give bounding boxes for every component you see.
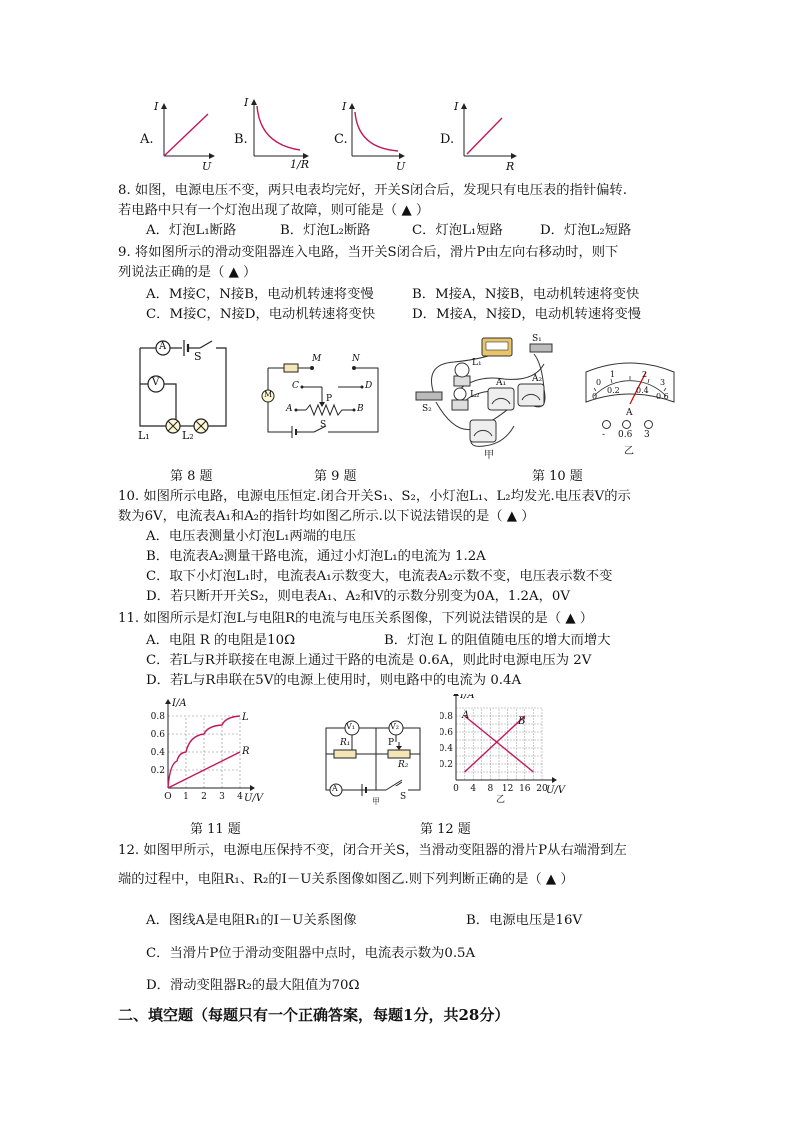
y-tick-label: 0.6 bbox=[440, 728, 453, 738]
scale-inner-02: 0.2 bbox=[607, 386, 620, 395]
fig12-yi-label: 乙 bbox=[496, 795, 506, 805]
lamp-l1-label: L₁ bbox=[472, 358, 482, 368]
x-axis-title: U/V bbox=[546, 785, 566, 796]
y-tick-label: 0.6 bbox=[150, 730, 165, 740]
terminal-c-label: C bbox=[292, 381, 299, 391]
y-axis-label-a: I bbox=[154, 100, 159, 113]
y-tick-label: 0.8 bbox=[150, 712, 165, 722]
fig10-jia-label: 甲 bbox=[484, 450, 494, 461]
scale-inner-04: 0.4 bbox=[636, 386, 649, 395]
y-axis-arrow bbox=[453, 694, 459, 696]
q11-stem: 11. 如图所示是灯泡L与电阻R的电流与电压关系图像，下列说法错误的是（ ▲ ） bbox=[118, 611, 594, 626]
y-axis-label-c: I bbox=[342, 100, 347, 113]
x-tick-label: 1 bbox=[183, 792, 189, 802]
switch-s-label: S bbox=[320, 420, 327, 430]
figure-9-circuit bbox=[258, 352, 390, 444]
caption-fig-9: 第 9 题 bbox=[314, 469, 357, 484]
opt-c-label: C. bbox=[334, 132, 348, 147]
q8-option-a: A．灯泡L₁断路 bbox=[146, 223, 237, 238]
voltmeter-v1-label: V₁ bbox=[346, 722, 355, 731]
x-axis-label-c: U bbox=[396, 160, 406, 173]
q8-option-d: D．灯泡L₂短路 bbox=[540, 223, 632, 238]
scale-outer-0: 0 bbox=[596, 378, 602, 387]
x-tick-label: 0 bbox=[453, 784, 459, 794]
series-label-a: A bbox=[462, 710, 470, 721]
terminal-3: 3 bbox=[644, 430, 650, 440]
caption-fig-11: 第 11 题 bbox=[190, 822, 241, 837]
terminal-b-label: B bbox=[357, 404, 364, 414]
x-axis-label-a: U bbox=[202, 160, 212, 173]
x-axis-arrow bbox=[552, 777, 557, 783]
scale-outer-2: 2 bbox=[642, 370, 648, 379]
scale-outer-1: 1 bbox=[610, 370, 616, 379]
x-tick-label: 12 bbox=[501, 784, 514, 794]
voltmeter-label: V bbox=[152, 377, 160, 388]
q8-option-c: C．灯泡L₁短路 bbox=[412, 223, 503, 238]
q9-option-b: B．M接A，N接B，电动机转速将变快 bbox=[412, 287, 640, 302]
figure-12-yi-chart bbox=[440, 694, 566, 806]
q9-option-a: A．M接C，N接B，电动机转速将变慢 bbox=[146, 287, 374, 302]
q8-option-b: B．灯泡L₂断路 bbox=[280, 223, 371, 238]
figure-12-yi-svg bbox=[440, 694, 566, 806]
q11-option-a: A．电阻 R 的电阻是10Ω bbox=[146, 633, 296, 648]
y-axis-arrow bbox=[165, 699, 171, 704]
graph-d bbox=[464, 106, 514, 156]
q12-option-d: D．滑动变阻器R₂的最大阻值为70Ω bbox=[146, 978, 360, 993]
x-tick-label: 16 bbox=[519, 784, 531, 794]
motor-label: M bbox=[264, 390, 273, 399]
q9-stem-1: 9. 将如图所示的滑动变阻器连入电路，当开关S闭合后，滑片P由左向右移动时，则下 bbox=[118, 245, 619, 260]
q11-option-c: C．若L与R并联接在电源上通过干路的电流是 0.6A，则此时电源电压为 2V bbox=[146, 653, 592, 668]
q9-stem-2: 列说法正确的是（ ▲ ） bbox=[118, 265, 257, 280]
ammeter-a-label: A bbox=[332, 784, 338, 793]
caption-fig-12: 第 12 题 bbox=[420, 822, 471, 837]
terminal-06: 0.6 bbox=[618, 430, 633, 440]
ammeter-a1-label: A₁ bbox=[496, 378, 507, 388]
figure-9-svg bbox=[258, 352, 390, 444]
scale-inner-06: 0.6 bbox=[656, 392, 669, 401]
q12-option-b: B．电源电压是16V bbox=[466, 913, 583, 928]
switch-label: S bbox=[194, 350, 202, 363]
lamp-l2-label: L₂ bbox=[182, 429, 194, 442]
q12-option-a: A．图线A是电阻R₁的I－U关系图像 bbox=[146, 913, 357, 928]
figure-11-svg bbox=[140, 694, 280, 806]
x-tick-label: 4 bbox=[237, 792, 243, 802]
x-tick-label: 20 bbox=[536, 784, 548, 794]
q12-stem-2: 端的过程中，电阻R₁、R₂的I－U关系图像如图乙.则下列判断正确的是（ ▲ ） bbox=[118, 872, 574, 887]
y-tick-label: 0.4 bbox=[150, 748, 165, 758]
q10-option-c: C．取下小灯泡L₁时，电流表A₁示数变大，电流表A₂示数不变，电压表示数不变 bbox=[146, 569, 613, 584]
opt-a-label: A. bbox=[140, 132, 154, 147]
caption-fig-10: 第 10 题 bbox=[532, 469, 583, 484]
series-label-l: L bbox=[242, 712, 249, 723]
resistor-r1-label: R₁ bbox=[340, 738, 351, 748]
x-axis-title: U/V bbox=[244, 793, 264, 804]
q10-option-d: D．若只断开开关S₂，则电表A₁、A₂和V的示数分别变为0A，1.2A，0V bbox=[146, 589, 570, 604]
x-tick-label: 2 bbox=[201, 792, 207, 802]
resistor-r2-label: R₂ bbox=[398, 760, 409, 770]
figure-12-jia bbox=[320, 712, 432, 806]
ammeter-label: A bbox=[159, 341, 167, 352]
terminal-minus: - bbox=[602, 430, 606, 440]
voltmeter-v2-label: V₂ bbox=[390, 722, 399, 731]
q8-stem-1: 8. 如图，电源电压不变，两只电表均完好，开关S闭合后，发现只有电压表的指针偏转. bbox=[118, 183, 627, 198]
section-2-title: 二、填空题（每题只有一个正确答案，每题1分，共28分） bbox=[118, 1006, 510, 1024]
terminal-a-label: A bbox=[286, 404, 293, 414]
terminal-n-label: N bbox=[352, 354, 360, 364]
q12-stem-1: 12. 如图甲所示，电源电压保持不变，闭合开关S，当滑动变阻器的滑片P从右端滑到左 bbox=[118, 843, 627, 858]
switch-s2-label: S₂ bbox=[422, 404, 432, 414]
graph-b bbox=[254, 102, 306, 156]
figure-10-jia bbox=[414, 334, 564, 460]
caption-fig-8: 第 8 题 bbox=[170, 469, 213, 484]
y-tick-label: 0.8 bbox=[440, 712, 453, 722]
q10-stem-1: 10. 如图所示电路，电源电压恒定.闭合开关S₁、S₂，小灯泡L₁、L₂均发光.电压表V的示 bbox=[118, 489, 631, 504]
y-axis-title: I/A bbox=[172, 698, 187, 709]
y-axis-label-b: I bbox=[244, 96, 249, 109]
terminal-m-label: M bbox=[312, 354, 322, 364]
y-axis-label-d: I bbox=[454, 100, 459, 113]
lamp-l2-label: L₂ bbox=[470, 390, 480, 400]
q10-stem-2: 数为6V，电流表A₁和A₂的指针均如图乙所示.以下说法错误的是（ ▲ ） bbox=[118, 509, 535, 524]
x-tick-label: 8 bbox=[487, 784, 494, 794]
series-line-b bbox=[465, 716, 525, 772]
lamp-l1-label: L₁ bbox=[138, 429, 150, 442]
y-tick-label: 0.4 bbox=[440, 744, 453, 754]
meter-unit-label: A bbox=[626, 408, 633, 418]
ammeter-a2-label: A₂ bbox=[532, 374, 543, 384]
figure-10-yi bbox=[580, 358, 680, 458]
x-axis-arrow bbox=[250, 785, 255, 791]
x-tick-label: 4 bbox=[470, 784, 477, 794]
x-tick-label: 3 bbox=[219, 792, 225, 802]
q12-option-c: C．当滑片P位于滑动变阻器中点时，电流表示数为0.5A bbox=[146, 946, 476, 961]
figure-8-svg bbox=[126, 336, 236, 444]
x-axis-label-d: R bbox=[506, 160, 515, 173]
x-tick-label: O bbox=[164, 792, 172, 802]
graph-a bbox=[164, 106, 212, 156]
opt-b-label: B. bbox=[234, 132, 248, 147]
q11-option-d: D．若L与R串联在5V的电源上使用时，则电路中的电流为 0.4A bbox=[146, 673, 522, 688]
opt-d-label: D. bbox=[440, 132, 455, 147]
figure-11-chart bbox=[140, 694, 280, 806]
figure-10-jia-svg bbox=[414, 334, 564, 460]
x-axis-label-b: 1/R bbox=[290, 158, 309, 171]
q8-stem-2: 若电路中只有一个灯泡出现了故障，则可能是（ ▲ ） bbox=[118, 203, 430, 218]
scale-inner-0: 0 bbox=[592, 392, 598, 401]
q11-option-b: B．灯泡 L 的阻值随电压的增大而增大 bbox=[384, 633, 611, 648]
q7-graphs bbox=[130, 96, 550, 176]
fig12-jia-label: 甲 bbox=[372, 797, 380, 806]
q9-option-d: D．M接A，N接D，电动机转速将变慢 bbox=[412, 307, 642, 322]
terminal-d-label: D bbox=[365, 381, 373, 391]
terminal-knob-2 bbox=[622, 420, 631, 429]
series-label-b: B bbox=[518, 716, 526, 727]
y-tick-label: 0.2 bbox=[440, 760, 453, 770]
terminal-knob-3 bbox=[644, 420, 653, 429]
q10-option-b: B．电流表A₂测量干路电流，通过小灯泡L₁的电流为 1.2A bbox=[146, 549, 486, 564]
y-axis-title: I/A bbox=[460, 694, 475, 701]
terminal-knob-1 bbox=[602, 420, 611, 429]
q10-option-a: A．电压表测量小灯泡L₁两端的电压 bbox=[146, 529, 356, 544]
figure-8-circuit bbox=[126, 336, 236, 444]
switch-s-label: S bbox=[400, 792, 407, 802]
slider-p-label: P bbox=[326, 394, 333, 404]
slider-p-label: P bbox=[388, 738, 395, 748]
graph-c bbox=[352, 106, 402, 156]
y-tick-label: 0.2 bbox=[150, 766, 165, 776]
scale-outer-3: 3 bbox=[660, 378, 666, 387]
switch-s1-label: S₁ bbox=[532, 334, 542, 344]
fig10-yi-label: 乙 bbox=[624, 446, 634, 457]
series-label-r: R bbox=[242, 746, 250, 757]
q9-option-c: C．M接C，N接D，电动机转速将变快 bbox=[146, 307, 376, 322]
